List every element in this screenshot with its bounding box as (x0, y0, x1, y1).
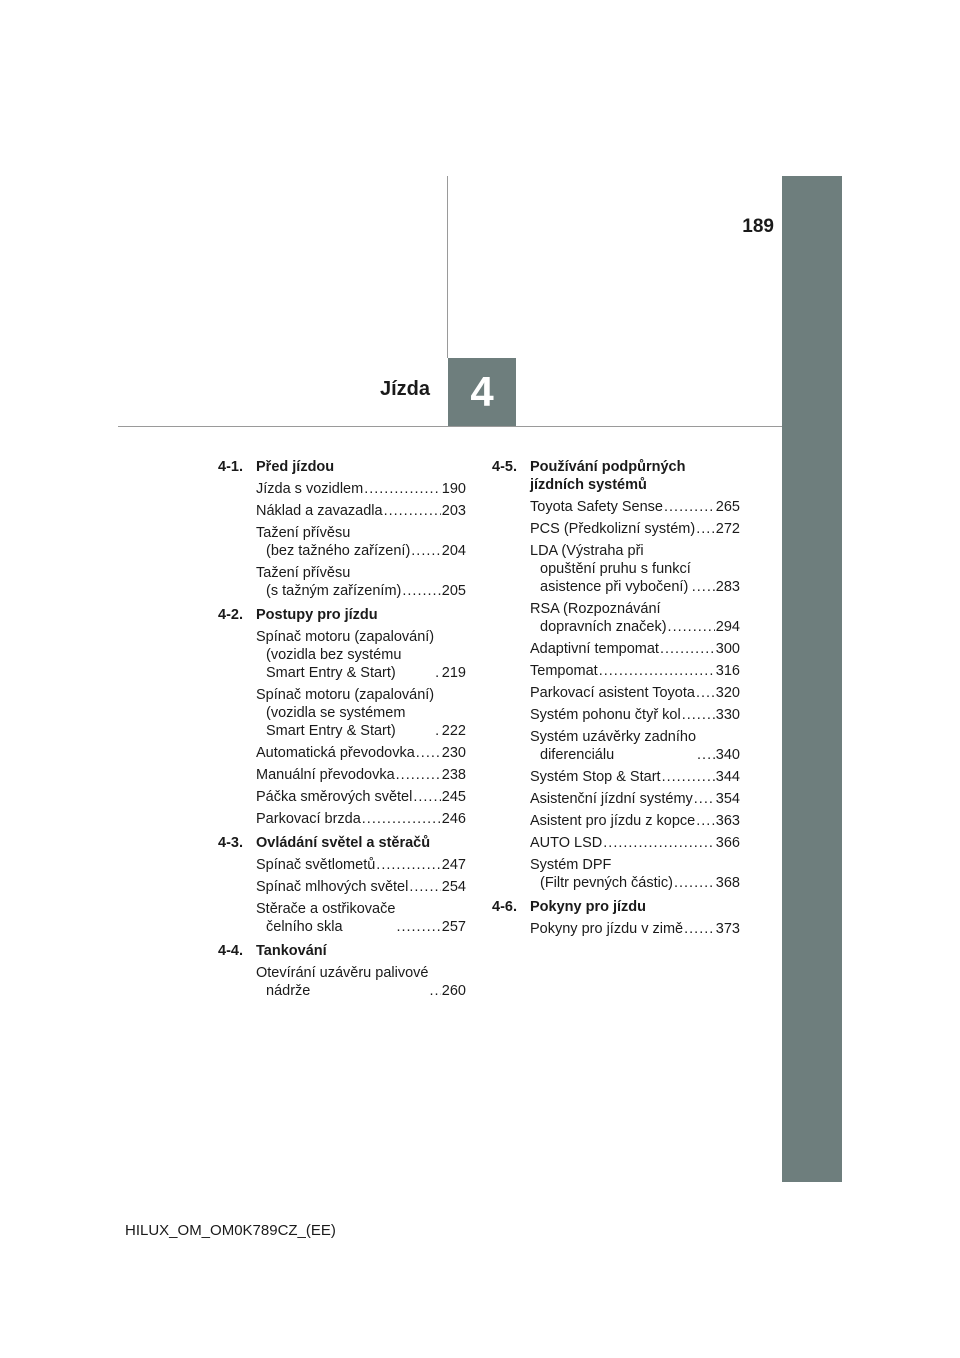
toc-column-right (492, 458, 740, 944)
dot-leader (668, 618, 715, 636)
toc-entry-title: Tažení přívěsu (bez tažného zařízení) (256, 525, 411, 559)
toc-entry[interactable] (530, 834, 740, 852)
toc-entry-title: Spínač motoru (zapalování) (vozidla se systémem Smart Entry & Start) (256, 687, 435, 739)
toc-entry-page: 283 (715, 579, 740, 595)
toc-entry-title: LDA (Výstraha při opuštění pruhu s funkcí asistence při vybočení) (530, 543, 691, 595)
toc-entry-page: 254 (441, 879, 466, 895)
toc-entry-title: Systém DPF (Filtr pevných částic) (530, 857, 673, 891)
toc-entry-page: 366 (715, 835, 740, 851)
dot-leader (662, 768, 715, 786)
toc-entry-title: PCS (Předkolizní systém) (530, 521, 696, 537)
toc-entry-title: Tažení přívěsu (s tažným zařízením) (256, 565, 402, 599)
section-number: 4-4. (218, 943, 243, 959)
toc-section (218, 942, 466, 1000)
toc-entry[interactable] (530, 498, 740, 516)
toc-entry-page: 294 (715, 619, 740, 635)
dot-leader (684, 920, 715, 938)
section-heading (492, 898, 740, 916)
header-divider-horizontal (118, 426, 782, 427)
dot-leader (411, 542, 441, 560)
toc-section (218, 834, 466, 936)
toc-entry-page: 272 (715, 521, 740, 537)
toc-entry[interactable] (256, 788, 466, 806)
toc-entry-page: 260 (441, 983, 466, 999)
toc-entry-page: 344 (715, 769, 740, 785)
toc-entry-page: 368 (715, 875, 740, 891)
toc-entry-page: 300 (715, 641, 740, 657)
dot-leader (429, 982, 440, 1000)
toc-entry-page: 245 (441, 789, 466, 805)
toc-entry-title: Parkovací asistent Toyota (530, 685, 695, 701)
section-heading (218, 606, 466, 624)
toc-entry-title: Jízda s vozidlem (256, 481, 364, 497)
dot-leader (364, 480, 441, 498)
dot-leader (413, 788, 440, 806)
toc-entry-title: Systém pohonu čtyř kol (530, 707, 681, 723)
toc-entry[interactable] (530, 640, 740, 658)
section-heading (492, 458, 740, 494)
toc-entry-title: RSA (Rozpoznávání dopravních značek) (530, 601, 667, 635)
section-title: Ovládání světel a stěračů (256, 835, 431, 851)
dot-leader (696, 684, 715, 702)
toc-entry[interactable] (530, 600, 740, 636)
chapter-sidebar-tab (782, 176, 842, 1182)
toc-entry-page: 246 (441, 811, 466, 827)
toc-entry-title: AUTO LSD (530, 835, 603, 851)
dot-leader (674, 874, 715, 892)
dot-leader (396, 766, 441, 784)
toc-entry[interactable] (256, 480, 466, 498)
toc-entry[interactable] (530, 856, 740, 892)
toc-entry-page: 354 (715, 791, 740, 807)
dot-leader (599, 662, 715, 680)
dot-leader (396, 918, 440, 936)
section-number: 4-5. (492, 459, 517, 475)
section-title: Používání podpůrných jízdních systémů (530, 459, 686, 493)
toc-entry-page: 204 (441, 543, 466, 559)
section-heading (218, 458, 466, 476)
toc-entry[interactable] (530, 706, 740, 724)
toc-entry-title: Parkovací brzda (256, 811, 361, 827)
dot-leader (402, 582, 440, 600)
section-number: 4-6. (492, 899, 517, 915)
section-heading (218, 942, 466, 960)
toc-entry-page: 219 (441, 665, 466, 681)
section-heading (218, 834, 466, 852)
dot-leader (660, 640, 715, 658)
toc-entry-page: 373 (715, 921, 740, 937)
dot-leader (384, 502, 441, 520)
toc-entry-title: Spínač mlhových světel (256, 879, 409, 895)
page-number: 189 (742, 216, 774, 237)
dot-leader (362, 810, 441, 828)
dot-leader (435, 722, 441, 740)
section-number: 4-2. (218, 607, 243, 623)
toc-section (492, 898, 740, 938)
toc-entry-title: Asistent pro jízdu z kopce (530, 813, 696, 829)
dot-leader (682, 706, 715, 724)
toc-entry-page: 222 (441, 723, 466, 739)
toc-entry-page: 247 (441, 857, 466, 873)
toc-entry[interactable] (256, 856, 466, 874)
toc-entry[interactable] (530, 520, 740, 538)
section-number: 4-3. (218, 835, 243, 851)
toc-entry-page: 363 (715, 813, 740, 829)
toc-entry[interactable] (530, 728, 740, 764)
toc-entry[interactable] (256, 766, 466, 784)
toc-entry-title: Náklad a zavazadla (256, 503, 383, 519)
toc-entry[interactable] (530, 542, 740, 596)
dot-leader (694, 790, 715, 808)
toc-entry-title: Páčka směrových světel (256, 789, 413, 805)
toc-entry-title: Automatická převodovka (256, 745, 415, 761)
toc-entry-page: 238 (441, 767, 466, 783)
toc-entry[interactable] (530, 812, 740, 830)
toc-entry-page: 320 (715, 685, 740, 701)
toc-entry-page: 316 (715, 663, 740, 679)
toc-entry[interactable] (530, 920, 740, 938)
toc-entry-page: 330 (715, 707, 740, 723)
chapter-title: Jízda (379, 378, 430, 400)
toc-entry-page: 340 (715, 747, 740, 763)
toc-entry[interactable] (530, 768, 740, 786)
toc-entry[interactable] (530, 790, 740, 808)
toc-entry[interactable] (256, 628, 466, 682)
toc-entry-title: Systém uzávěrky zadního diferenciálu (530, 729, 697, 763)
toc-entry-title: Tempomat (530, 663, 598, 679)
dot-leader (696, 812, 715, 830)
toc-entry[interactable] (530, 662, 740, 680)
toc-entry-page: 203 (441, 503, 466, 519)
toc-entry-title: Pokyny pro jízdu v zimě (530, 921, 684, 937)
section-title: Pokyny pro jízdu (530, 899, 647, 915)
toc-section (218, 606, 466, 828)
toc-entry-page: 205 (441, 583, 466, 599)
dot-leader (376, 856, 441, 874)
toc-entry-title: Stěrače a ostřikovače čelního skla (256, 901, 396, 935)
dot-leader (692, 578, 715, 596)
toc-column-left (218, 458, 466, 1006)
toc-entry[interactable] (256, 502, 466, 520)
section-title: Před jízdou (256, 459, 335, 475)
toc-entry[interactable] (256, 524, 466, 560)
toc-entry[interactable] (256, 744, 466, 762)
toc-entry-title: Toyota Safety Sense (530, 499, 663, 515)
toc-entry-title: Otevírání uzávěru palivové nádrže (256, 965, 429, 999)
section-title: Postupy pro jízdu (256, 607, 378, 623)
chapter-number-box: 4 (448, 358, 516, 426)
toc-entry-title: Spínač světlometů (256, 857, 376, 873)
toc-entry[interactable] (256, 810, 466, 828)
toc-entry-title: Asistenční jízdní systémy (530, 791, 693, 807)
dot-leader (696, 520, 715, 538)
header-divider-vertical (447, 176, 448, 358)
toc-entry-page: 230 (441, 745, 466, 761)
dot-leader (664, 498, 715, 516)
toc-entry-title: Systém Stop & Start (530, 769, 661, 785)
toc-entry[interactable] (256, 878, 466, 896)
dot-leader (697, 746, 715, 764)
toc-entry-page: 190 (441, 481, 466, 497)
dot-leader (416, 744, 441, 762)
toc-entry[interactable] (256, 564, 466, 600)
toc-section (492, 458, 740, 892)
toc-entry-page: 257 (441, 919, 466, 935)
dot-leader (435, 664, 441, 682)
toc-entry[interactable] (256, 900, 466, 936)
toc-entry[interactable] (530, 684, 740, 702)
toc-section (218, 458, 466, 600)
toc-entry-title: Adaptivní tempomat (530, 641, 659, 657)
footer-doc-code: HILUX_OM_OM0K789CZ_(EE) (125, 1222, 336, 1239)
dot-leader (603, 834, 715, 852)
toc-entry-title: Spínač motoru (zapalování) (vozidla bez systému Smart Entry & Start) (256, 629, 435, 681)
toc-entry-page: 265 (715, 499, 740, 515)
section-title: Tankování (256, 943, 327, 959)
dot-leader (409, 878, 440, 896)
toc-entry[interactable] (256, 686, 466, 740)
toc-entry[interactable] (256, 964, 466, 1000)
toc-entry-title: Manuální převodovka (256, 767, 395, 783)
section-number: 4-1. (218, 459, 243, 475)
